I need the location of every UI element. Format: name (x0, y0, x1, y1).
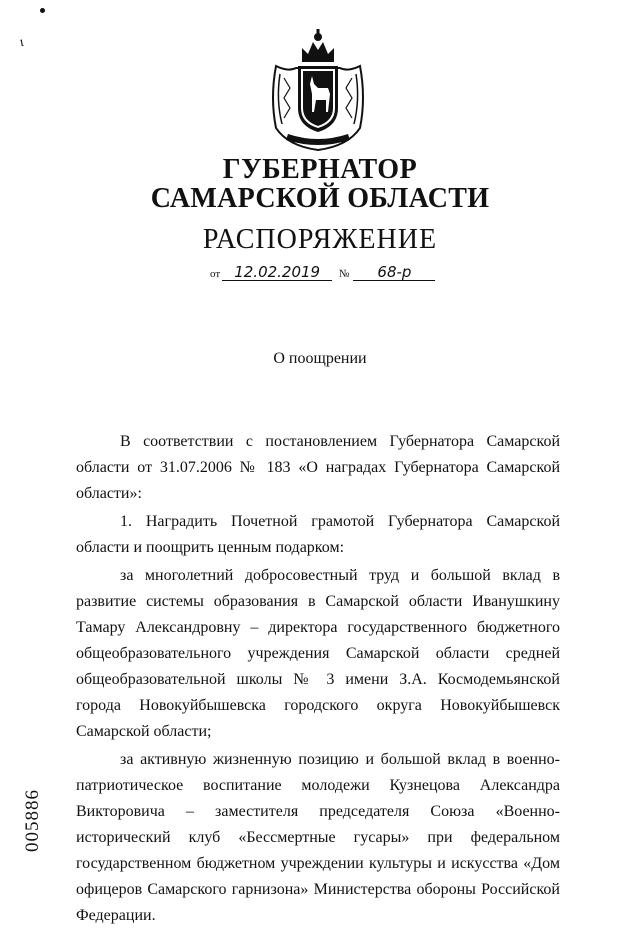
issuer-title: ГУБЕРНАТОР (222, 154, 418, 185)
document-type: РАСПОРЯЖЕНИЕ (202, 224, 438, 255)
samara-coat-of-arms-icon (268, 28, 368, 154)
date-number-line (210, 264, 435, 281)
number-label: № (338, 268, 350, 280)
serial-number: 005886 (22, 789, 43, 852)
body-paragraph: за многолетний добросовестный труд и большой вклад в развитие системы образования в Самарской области Иванушкину Тамару Александровну – директора государственного бюджетного общеобразовательного учреждения Самарской области средней общеобразовательной школы № 3 имени З.А. Космодемьянской города Новокуйбышевска городского округа Новокуйбышевск Самарской области; (76, 567, 560, 740)
body-paragraph: 1. Наградить Почетной грамотой Губернатора Самарской области и поощрить ценным подарком: (76, 513, 560, 556)
document-date: 12.02.2019 (222, 264, 332, 281)
document-subject: О поощрении (273, 350, 367, 367)
ink-dot (40, 8, 45, 13)
document-body (76, 429, 560, 929)
body-paragraph: В соответствии с постановлением Губернатора Самарской области от 31.07.2006 № 183 «О наградах Губернатора Самарской области»: (76, 433, 560, 502)
body-paragraph: за активную жизненную позицию и большой вклад в военно-патриотическое воспитание молодежи Кузнецова Александра Викторовича – заместителя председателя Союза «Военно-исторический клуб «Бессмертные гусары» при федеральном государственном бюджетном учреждении культуры и искусства «Дом офицеров Самарского гарнизона» Министерства обороны Российской Федерации. (76, 751, 560, 924)
pen-mark: ı (17, 34, 27, 51)
issuer-region: САМАРСКОЙ ОБЛАСТИ (150, 183, 490, 214)
date-label: от (210, 268, 221, 280)
document-number: 68-р (353, 264, 435, 281)
